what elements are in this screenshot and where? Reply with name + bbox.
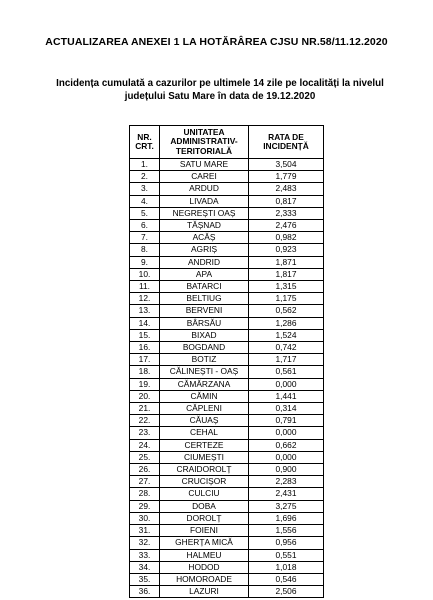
- incidence-rate-cell: 1,175: [249, 293, 324, 305]
- incidence-rate-cell: 1,779: [249, 171, 324, 183]
- locality-name-cell: APA: [160, 268, 249, 280]
- row-number-cell: 2.: [130, 171, 160, 183]
- locality-name-cell: BOTIZ: [160, 354, 249, 366]
- row-number-cell: 28.: [130, 488, 160, 500]
- locality-name-cell: SATU MARE: [160, 159, 249, 171]
- header-unit-line-1: UNITATEA: [183, 126, 225, 137]
- incidence-rate-cell: 0,561: [249, 366, 324, 378]
- row-number-cell: 7.: [130, 232, 160, 244]
- incidence-rate-cell: 1,286: [249, 317, 324, 329]
- locality-name-cell: BATARCI: [160, 281, 249, 293]
- header-nr-line-2: CRT.: [135, 141, 154, 151]
- locality-name-cell: GHERȚA MICĂ: [160, 537, 249, 549]
- incidence-rate-cell: 0,562: [249, 305, 324, 317]
- table-row: [130, 512, 324, 524]
- row-number-cell: 13.: [130, 305, 160, 317]
- locality-name-cell: CEHAL: [160, 427, 249, 439]
- row-number-cell: 22.: [130, 415, 160, 427]
- document-title: ACTUALIZAREA ANEXEI 1 LA HOTĂRÂREA CJSU NR.58/11.12.2020: [45, 36, 388, 48]
- incidence-rate-cell: 1,018: [249, 561, 324, 573]
- row-number-cell: 26.: [130, 464, 160, 476]
- locality-name-cell: ARDUD: [160, 183, 249, 195]
- table-row: [130, 256, 324, 268]
- row-number-cell: 8.: [130, 244, 160, 256]
- incidence-rate-cell: 0,900: [249, 464, 324, 476]
- locality-name-cell: CĂUAȘ: [160, 415, 249, 427]
- table-row: [130, 220, 324, 232]
- header-rate-line-2: INCIDENȚĂ: [263, 141, 309, 151]
- locality-name-cell: ACĂȘ: [160, 232, 249, 244]
- locality-name-cell: DOBA: [160, 500, 249, 512]
- row-number-cell: 14.: [130, 317, 160, 329]
- row-number-cell: 29.: [130, 500, 160, 512]
- header-rate: [249, 126, 324, 159]
- row-number-cell: 30.: [130, 512, 160, 524]
- row-number-cell: 20.: [130, 390, 160, 402]
- incidence-rate-cell: 0,000: [249, 378, 324, 390]
- locality-name-cell: HODOD: [160, 561, 249, 573]
- incidence-rate-cell: 0,314: [249, 403, 324, 415]
- table-row: [130, 451, 324, 463]
- row-number-cell: 1.: [130, 159, 160, 171]
- locality-name-cell: HALMEU: [160, 549, 249, 561]
- incidence-rate-cell: 1,441: [249, 390, 324, 402]
- row-number-cell: 33.: [130, 549, 160, 561]
- incidence-rate-cell: 2,333: [249, 207, 324, 219]
- table-row: [130, 390, 324, 402]
- table-row: [130, 305, 324, 317]
- row-number-cell: 35.: [130, 573, 160, 585]
- incidence-rate-cell: 2,283: [249, 476, 324, 488]
- table-row: [130, 537, 324, 549]
- row-number-cell: 21.: [130, 403, 160, 415]
- table-row: [130, 586, 324, 598]
- table-row: [130, 171, 324, 183]
- incidence-rate-cell: 3,504: [249, 159, 324, 171]
- locality-name-cell: DOROLȚ: [160, 512, 249, 524]
- locality-name-cell: CĂLINEȘTI - OAȘ: [160, 366, 249, 378]
- row-number-cell: 36.: [130, 586, 160, 598]
- locality-name-cell: BELTIUG: [160, 293, 249, 305]
- incidence-rate-cell: 0,923: [249, 244, 324, 256]
- row-number-cell: 18.: [130, 366, 160, 378]
- table-body: [130, 159, 324, 598]
- table-row: [130, 268, 324, 280]
- locality-name-cell: CĂPLENI: [160, 403, 249, 415]
- table-row: [130, 342, 324, 354]
- row-number-cell: 27.: [130, 476, 160, 488]
- table-row: [130, 403, 324, 415]
- table-row: [130, 183, 324, 195]
- incidence-rate-cell: 1,696: [249, 512, 324, 524]
- incidence-rate-cell: 2,483: [249, 183, 324, 195]
- locality-name-cell: AGRIȘ: [160, 244, 249, 256]
- locality-name-cell: HOMOROADE: [160, 573, 249, 585]
- header-unit: [160, 126, 249, 159]
- row-number-cell: 24.: [130, 439, 160, 451]
- incidence-rate-cell: 0,817: [249, 195, 324, 207]
- table-row: [130, 415, 324, 427]
- table-row: [130, 561, 324, 573]
- incidence-rate-cell: 0,551: [249, 549, 324, 561]
- locality-name-cell: CRUCIȘOR: [160, 476, 249, 488]
- incidence-rate-cell: 0,791: [249, 415, 324, 427]
- table-row: [130, 476, 324, 488]
- locality-name-cell: CIUMEȘTI: [160, 451, 249, 463]
- row-number-cell: 17.: [130, 354, 160, 366]
- locality-name-cell: CERTEZE: [160, 439, 249, 451]
- table-row: [130, 549, 324, 561]
- table-row: [130, 439, 324, 451]
- header-rate-line-1: RATA DE: [268, 131, 304, 142]
- header-nr-line-1: NR.: [137, 131, 152, 142]
- locality-name-cell: ANDRID: [160, 256, 249, 268]
- row-number-cell: 25.: [130, 451, 160, 463]
- locality-name-cell: LAZURI: [160, 586, 249, 598]
- locality-name-cell: BÂRSĂU: [160, 317, 249, 329]
- incidence-rate-cell: 1,524: [249, 329, 324, 341]
- table-row: [130, 207, 324, 219]
- table-row: [130, 329, 324, 341]
- table-row: [130, 232, 324, 244]
- header-unit-line-3: TERITORIALĂ: [175, 145, 233, 156]
- locality-name-cell: BERVENI: [160, 305, 249, 317]
- table-row: [130, 488, 324, 500]
- table-row: [130, 195, 324, 207]
- table-row: [130, 317, 324, 329]
- incidence-rate-cell: 3,275: [249, 500, 324, 512]
- table-row: [130, 427, 324, 439]
- table-row: [130, 159, 324, 171]
- row-number-cell: 19.: [130, 378, 160, 390]
- row-number-cell: 16.: [130, 342, 160, 354]
- table-row: [130, 281, 324, 293]
- row-number-cell: 23.: [130, 427, 160, 439]
- row-number-cell: 12.: [130, 293, 160, 305]
- subtitle-line-2: județului Satu Mare în data de 19.12.2020: [124, 90, 316, 102]
- row-number-cell: 4.: [130, 195, 160, 207]
- locality-name-cell: TĂȘNAD: [160, 220, 249, 232]
- row-number-cell: 6.: [130, 220, 160, 232]
- document-subtitle: [50, 78, 390, 103]
- row-number-cell: 5.: [130, 207, 160, 219]
- row-number-cell: 15.: [130, 329, 160, 341]
- incidence-rate-cell: 0,000: [249, 451, 324, 463]
- incidence-rate-cell: 1,556: [249, 525, 324, 537]
- table-header-row: [130, 126, 324, 159]
- incidence-rate-cell: 0,662: [249, 439, 324, 451]
- incidence-rate-cell: 0,982: [249, 232, 324, 244]
- table-row: [130, 354, 324, 366]
- incidence-rate-cell: 0,742: [249, 342, 324, 354]
- row-number-cell: 31.: [130, 525, 160, 537]
- locality-name-cell: BOGDAND: [160, 342, 249, 354]
- header-unit-line-2: ADMINISTRATIV-: [170, 136, 238, 147]
- incidence-rate-cell: 0,956: [249, 537, 324, 549]
- incidence-rate-cell: 2,431: [249, 488, 324, 500]
- table-row: [130, 293, 324, 305]
- incidence-table: [129, 125, 324, 598]
- incidence-rate-cell: 1,315: [249, 281, 324, 293]
- incidence-rate-cell: 2,506: [249, 586, 324, 598]
- locality-name-cell: BIXAD: [160, 329, 249, 341]
- incidence-rate-cell: 0,000: [249, 427, 324, 439]
- locality-name-cell: FOIENI: [160, 525, 249, 537]
- locality-name-cell: CULCIU: [160, 488, 249, 500]
- locality-name-cell: NEGREȘTI OAȘ: [160, 207, 249, 219]
- incidence-rate-cell: 0,546: [249, 573, 324, 585]
- row-number-cell: 9.: [130, 256, 160, 268]
- row-number-cell: 32.: [130, 537, 160, 549]
- subtitle-line-1: Incidența cumulată a cazurilor pe ultimele 14 zile pe localități la nivelul: [56, 78, 384, 89]
- table-row: [130, 525, 324, 537]
- locality-name-cell: CRAIDOROLȚ: [160, 464, 249, 476]
- row-number-cell: 11.: [130, 281, 160, 293]
- locality-name-cell: CĂMĂRZANA: [160, 378, 249, 390]
- incidence-rate-cell: 1,717: [249, 354, 324, 366]
- table-row: [130, 573, 324, 585]
- header-nr-crt: [130, 126, 160, 159]
- row-number-cell: 34.: [130, 561, 160, 573]
- locality-name-cell: CĂMIN: [160, 390, 249, 402]
- incidence-rate-cell: 1,817: [249, 268, 324, 280]
- row-number-cell: 10.: [130, 268, 160, 280]
- locality-name-cell: CAREI: [160, 171, 249, 183]
- incidence-rate-cell: 1,871: [249, 256, 324, 268]
- table-row: [130, 244, 324, 256]
- table-row: [130, 378, 324, 390]
- locality-name-cell: LIVADA: [160, 195, 249, 207]
- table-row: [130, 464, 324, 476]
- row-number-cell: 3.: [130, 183, 160, 195]
- table-row: [130, 500, 324, 512]
- table-row: [130, 366, 324, 378]
- incidence-rate-cell: 2,476: [249, 220, 324, 232]
